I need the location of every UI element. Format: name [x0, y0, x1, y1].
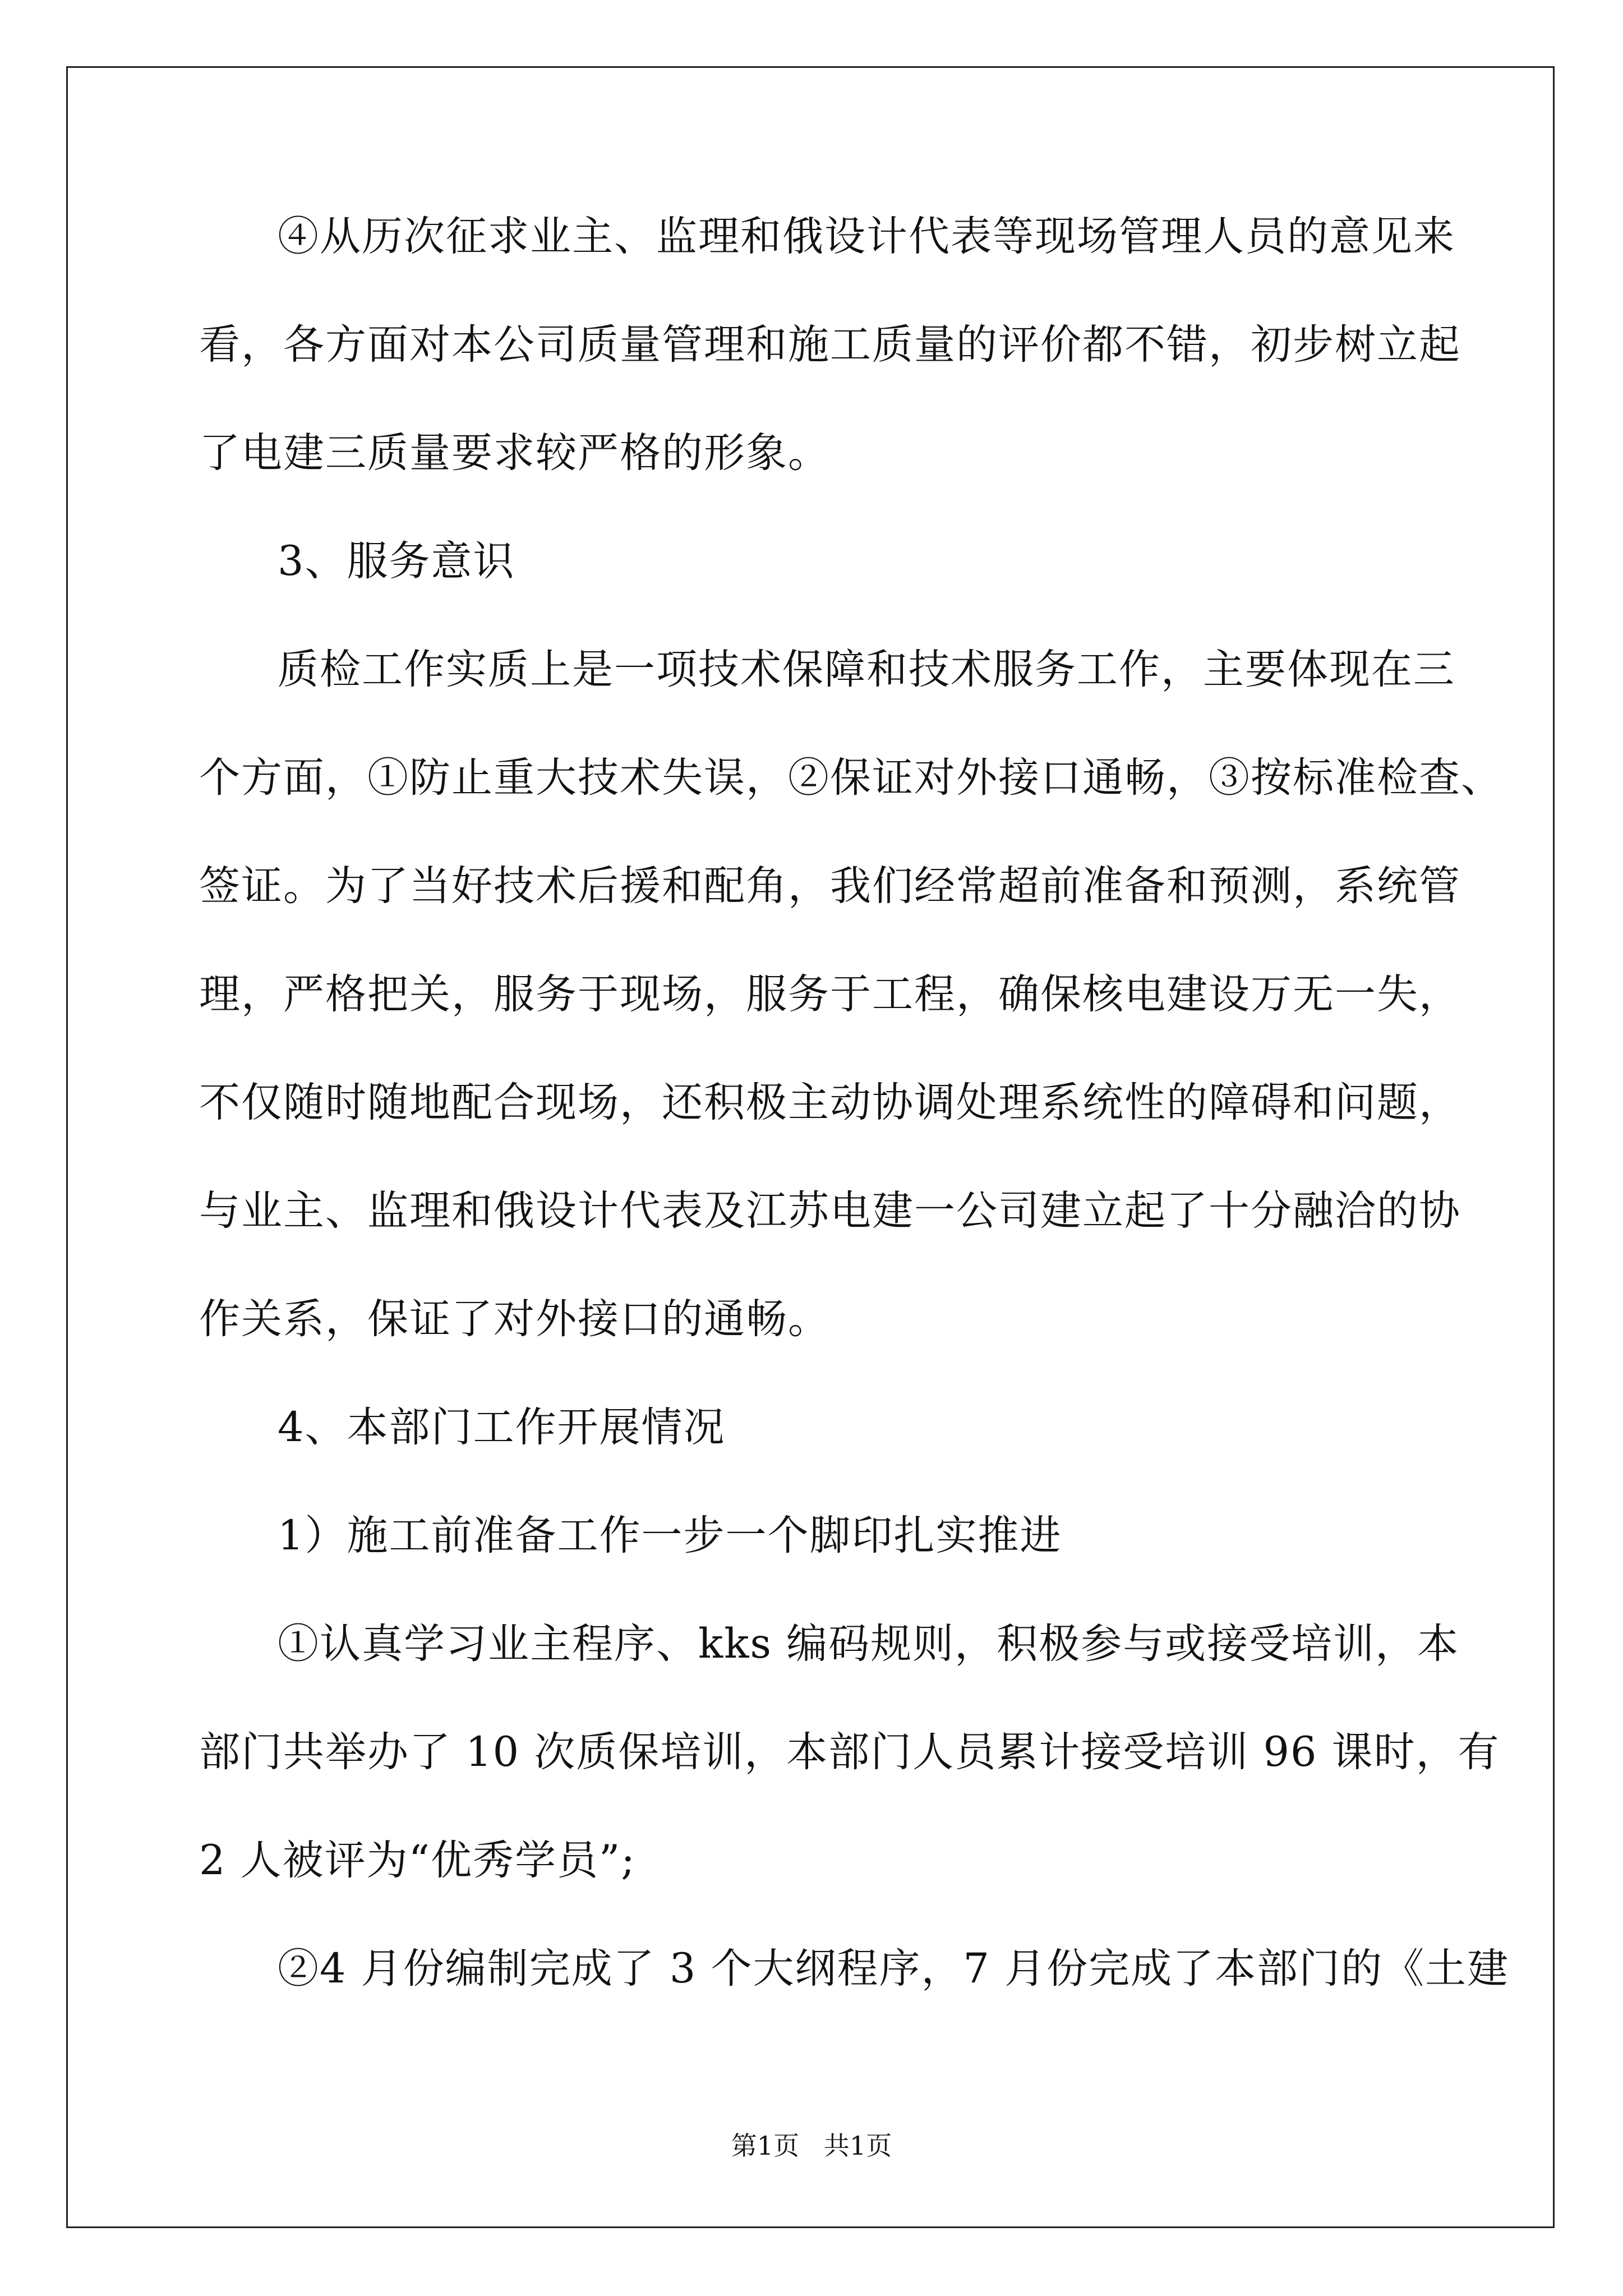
- section-heading: 3、服务意识: [278, 537, 515, 585]
- paragraph-line: 看，各方面对本公司质量管理和施工质量的评价都不错，初步树立起: [199, 321, 1461, 369]
- paragraph-line: 不仅随时随地配合现场，还积极主动协调处理系统性的障碍和问题，: [199, 1079, 1461, 1126]
- paragraph-line: 理，严格把关，服务于现场，服务于工程，确保核电建设万无一失，: [199, 970, 1461, 1018]
- paragraph-line: 签证。为了当好技术后援和配角，我们经常超前准备和预测，系统管: [199, 862, 1461, 910]
- paragraph-line: 部门共举办了 10 次质保培训，本部门人员累计接受培训 96 课时，有: [199, 1728, 1500, 1776]
- subsection-heading: 1）施工前准备工作一步一个脚印扎实推进: [278, 1512, 1062, 1559]
- paragraph-line: ④从历次征求业主、监理和俄设计代表等现场管理人员的意见来: [278, 213, 1455, 260]
- paragraph-line: 2 人被评为“优秀学员”;: [199, 1837, 636, 1884]
- paragraph-line: 作关系，保证了对外接口的通畅。: [199, 1295, 830, 1343]
- page-border: [66, 66, 1555, 2228]
- paragraph-line: 质检工作实质上是一项技术保障和技术服务工作，主要体现在三: [278, 646, 1455, 693]
- section-heading: 4、本部门工作开展情况: [278, 1404, 726, 1451]
- page-number-footer: 第1页 共1页: [731, 2131, 892, 2161]
- paragraph-line: 了电建三质量要求较严格的形象。: [199, 429, 830, 477]
- paragraph-line: ②4 月份编制完成了 3 个大纲程序，7 月份完成了本部门的《土建: [278, 1945, 1510, 1993]
- paragraph-line: 个方面，①防止重大技术失误，②保证对外接口通畅，③按标准检查、: [199, 754, 1503, 802]
- paragraph-line: 与业主、监理和俄设计代表及江苏电建一公司建立起了十分融洽的协: [199, 1187, 1461, 1235]
- paragraph-line: ①认真学习业主程序、kks 编码规则，积极参与或接受培训，本: [278, 1620, 1460, 1668]
